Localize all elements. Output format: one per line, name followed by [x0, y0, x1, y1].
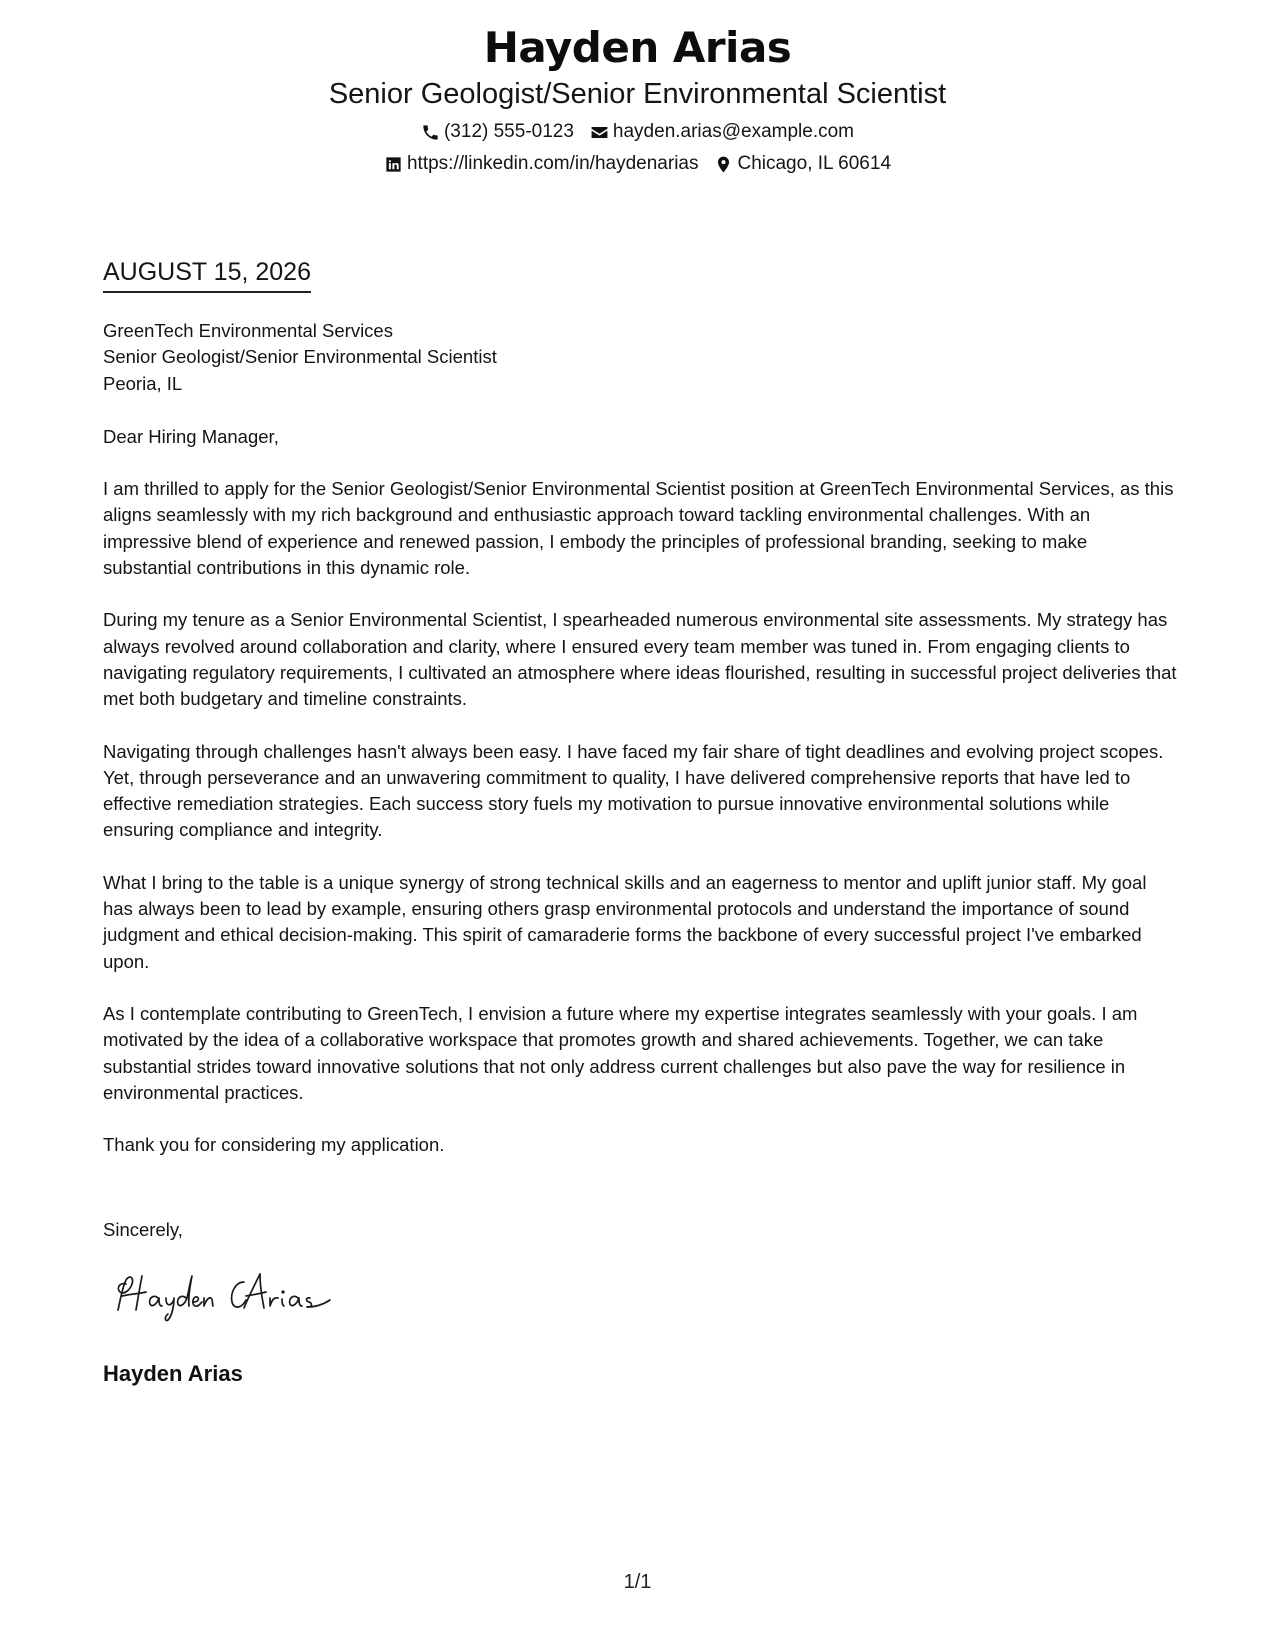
phone-number: (312) 555-0123 [443, 121, 574, 142]
signature-drawing [112, 1262, 357, 1327]
recipient-location: Peoria, IL [103, 372, 183, 394]
email-address[interactable]: hayden.arias@example.com [612, 121, 854, 142]
recipient-company: GreenTech Environmental Services [103, 320, 393, 341]
body-paragraph: Navigating through challenges hasn't always been easy. I have faced my fair share of tight deadlines and evolving project scopes. Yet, through perseverance and an unwavering commitment to quality, I have delivered comprehensive reports that have led to effective remediation strategies. Each success story fuels my motivation to pursue innovative environmental solutions while ensuring compliance and integrity. [103, 740, 1164, 841]
location-text: Chicago, IL 60614 [737, 153, 892, 174]
letter-body [103, 318, 1178, 1158]
linkedin-contact[interactable] [384, 152, 699, 176]
handwritten-signature [112, 1262, 357, 1327]
contact-row-primary [0, 120, 1275, 144]
linkedin-icon [384, 155, 403, 174]
phone-contact [421, 120, 574, 144]
letter-header [0, 20, 1275, 176]
recipient-block [103, 318, 1178, 397]
date-block [103, 257, 311, 293]
body-paragraph: I am thrilled to apply for the Senior Geologist/Senior Environmental Scientist position at GreenTech Environmental Services, as this aligns seamlessly with my rich background and enthusiastic approach toward tackling environmental challenges. With an impressive blend of experience and renewed passion, I embody the principles of professional branding, seeking to make substantial contributions in this dynamic role. [103, 478, 1174, 579]
applicant-name: Hayden Arias [483, 23, 792, 72]
phone-icon [421, 123, 440, 142]
salutation: Dear Hiring Manager, [103, 425, 279, 447]
closing-line: Thank you for considering my application. [103, 1134, 445, 1156]
email-contact[interactable] [590, 120, 854, 144]
signoff: Sincerely, [103, 1219, 183, 1240]
linkedin-url[interactable]: https://linkedin.com/in/haydenarias [406, 153, 699, 174]
envelope-icon [590, 123, 609, 142]
page-number: 1/1 [623, 1571, 652, 1593]
body-paragraph: What I bring to the table is a unique synergy of strong technical skills and an eagerness to mentor and uplift junior staff. My goal has always been to lead by example, ensuring others grasp environmental protocols and understand the importance of sound judgment and ethical decision-making. This spirit of camaraderie forms the backbone of every successful project I've embarked upon. [103, 871, 1147, 972]
recipient-position: Senior Geologist/Senior Environmental Scientist [103, 346, 497, 368]
letter-date: AUGUST 15, 2026 [103, 257, 311, 293]
body-paragraph: During my tenure as a Senior Environmental Scientist, I spearheaded numerous environmental site assessments. My strategy has always revolved around collaboration and clarity, where I ensured every team member was tuned in. From engaging clients to navigating regulatory requirements, I cultivated an atmosphere where ideas flourished, resulting in successful project deliveries that met both budgetary and timeline constraints. [103, 609, 1177, 710]
map-marker-icon [714, 155, 733, 174]
signer-name: Hayden Arias [103, 1361, 243, 1386]
body-paragraph: As I contemplate contributing to GreenTech, I envision a future where my expertise integrates seamlessly with your goals. I am motivated by the idea of a collaborative workspace that promotes growth and shared achievements. Together, we can take substantial strides toward innovative solutions that not only address current challenges but also pave the way for resilience in environmental practices. [103, 1002, 1138, 1103]
contact-row-secondary [0, 152, 1275, 176]
applicant-title: Senior Geologist/Senior Environmental Scientist [328, 78, 947, 110]
location-contact [714, 152, 891, 176]
